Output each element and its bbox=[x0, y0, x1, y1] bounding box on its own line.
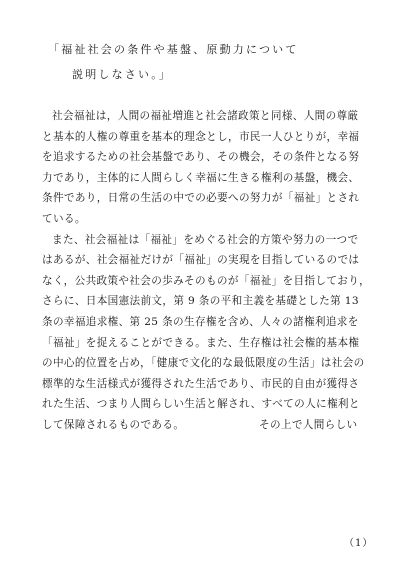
paragraph-2-line: はあるが、社会福祉だけが「福祉」の実現を目指しているのでは bbox=[42, 254, 360, 267]
paragraph-2-last-line bbox=[42, 415, 374, 436]
last-line-start: して保障されるものである。 bbox=[42, 418, 185, 431]
paragraph-1-line: 社会福祉は，人間の福祉増進と社会諸政策と同様、人間の尊厳 bbox=[52, 110, 359, 122]
paragraph-2-line: なく，公共政策や社会の歩みそのものが「福祉」を目指しており， bbox=[42, 274, 371, 287]
paragraph-2-line: 条の幸福追求権、第 25 条の生存権を含め、人々の諸権利追求を bbox=[42, 315, 359, 328]
paragraph-1-line: と基本的人権の尊重を基本的理念とし，市民一人ひとりが，幸福 bbox=[42, 130, 360, 143]
paragraph-2-line: れた生活、つまり人間らしい生活と解され、すべての人に権利と bbox=[42, 398, 360, 411]
paragraph-1-line: ている。 bbox=[42, 212, 86, 225]
paragraph-1-line: 条件であり，日常の生活の中での必要への努力が「福祉」とされ bbox=[42, 192, 360, 205]
last-line-tail: その上で人間らしい bbox=[259, 418, 358, 431]
paragraph-1-line: 力であり，主体的に人間らしく幸福に生きる権利の基盤，機会、 bbox=[42, 171, 360, 184]
paragraph-2-line: の中心的位置を占め，「健康で文化的な最低限度の生活」は社会の bbox=[42, 357, 365, 370]
paragraph-1-line: を追求するための社会基盤であり、その機会，その条件となる努 bbox=[42, 151, 360, 164]
essay-body bbox=[42, 106, 374, 436]
question-title-line-1: 「福祉社会の条件や基盤、原動力について bbox=[48, 43, 299, 56]
question-title-line-2: 説明しなさい。」 bbox=[72, 68, 173, 81]
paragraph-2-line: さらに、日本国憲法前文，第 9 条の平和主義を基礎とした第 13 bbox=[42, 295, 359, 308]
paragraph-2-line: 標準的な生活様式が獲得された生活であり、市民的自由が獲得さ bbox=[42, 377, 360, 390]
paragraph-2-line: また、社会福祉は「福祉」をめぐる社会的方策や努力の一つで bbox=[52, 233, 359, 246]
page-number: （1） bbox=[344, 538, 374, 549]
paragraph-2-line: 「福祉」を捉えることができる。また、生存権は社会権的基本権 bbox=[42, 336, 360, 349]
